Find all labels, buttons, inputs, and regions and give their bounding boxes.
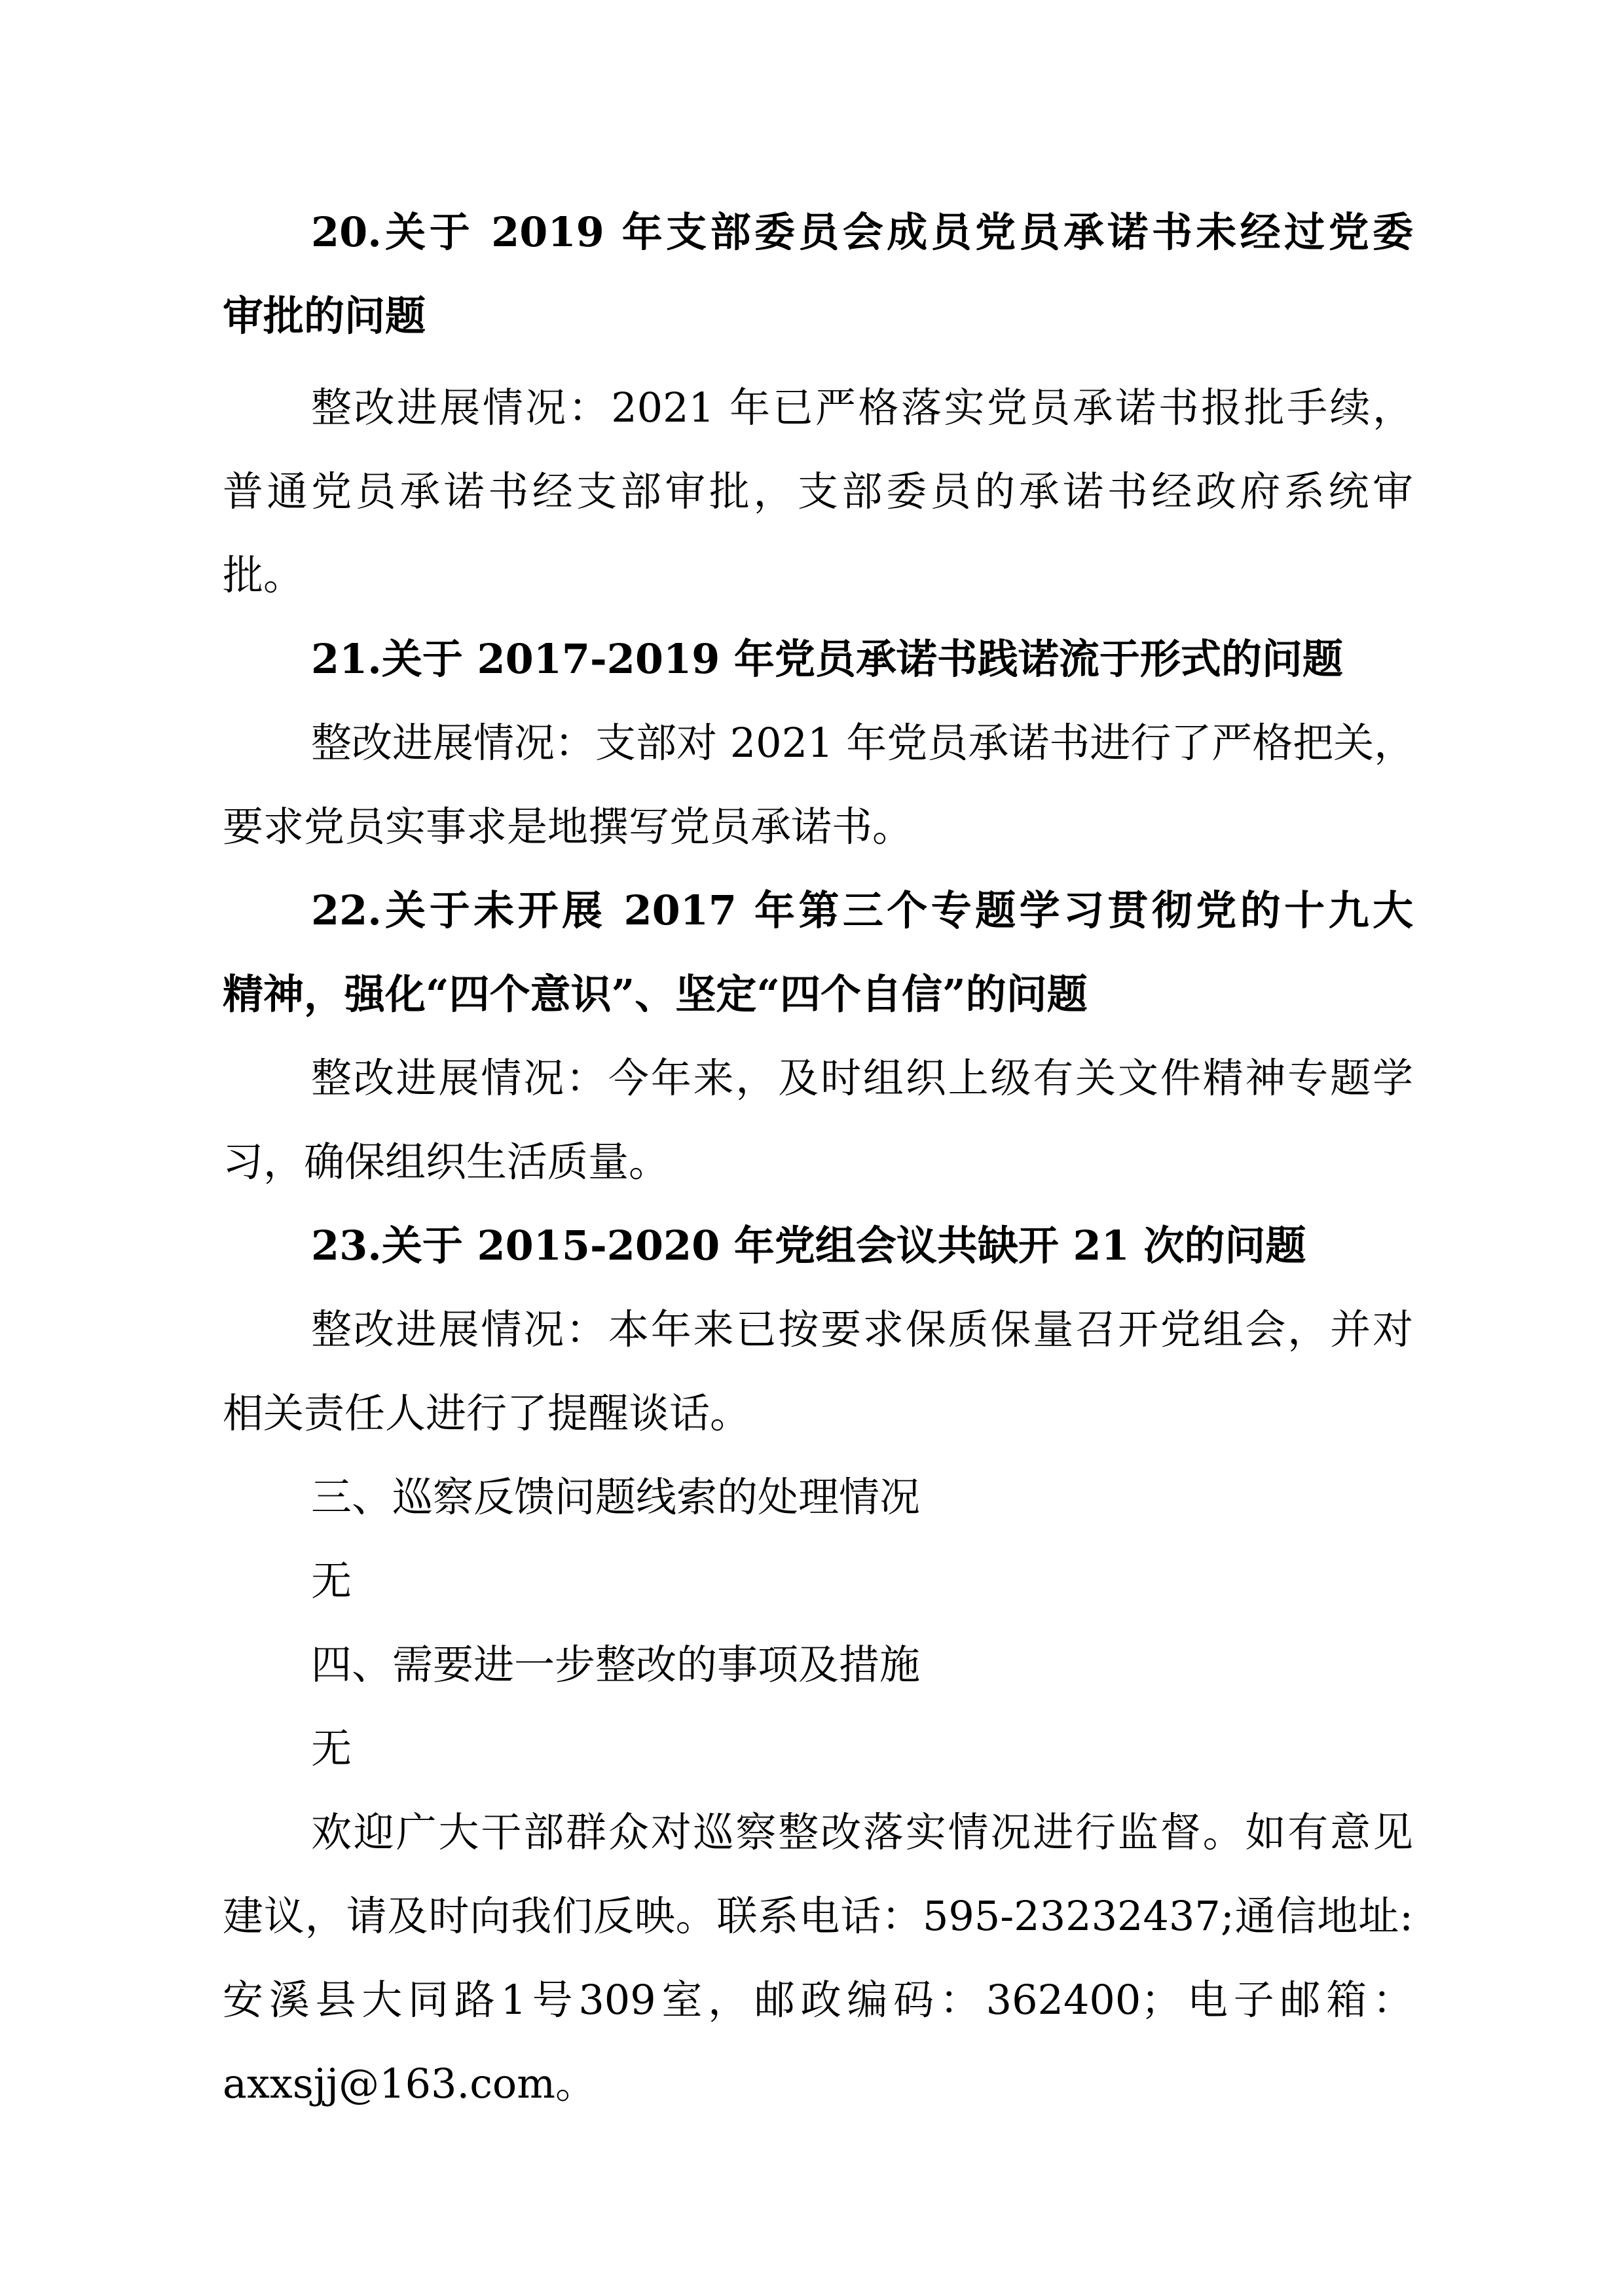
item-21-progress-line-2: 要求党员实事求是地撰写党员承诺书。 [223,803,913,850]
item-23-progress-line-2: 相关责任人进行了提醒谈话。 [223,1389,751,1437]
closing-line-1: 欢迎广大干部群众对巡察整改落实情况进行监督。如有意见 [311,1808,1413,1856]
item-21-title: 21.关于 2017-2019 年党员承诺书践诺流于形式的问题 [311,635,1343,683]
section-4-heading: 四、需要进一步整改的事项及措施 [311,1641,921,1688]
item-21-progress-line-1: 整改进展情况：支部对 2021 年党员承诺书进行了严格把关， [311,719,1415,767]
item-23-title: 23.关于 2015-2020 年党组会议共缺开 21 次的问题 [311,1222,1306,1269]
item-22-progress-line-1: 整改进展情况：今年来，及时组织上级有关文件精神专题学 [311,1054,1413,1102]
item-20-progress-line-2: 普通党员承诺书经支部审批，支部委员的承诺书经政府系统审 [223,467,1413,515]
closing-line-2: 建议，请及时向我们反映。联系电话：595-23232437;通信地址: [223,1892,1413,1940]
item-22-progress-line-2: 习，确保组织生活质量。 [223,1138,670,1186]
section-3-heading: 三、巡察反馈问题线索的处理情况 [311,1473,921,1521]
item-22-title-line-1: 22.关于未开展 2017 年第三个专题学习贯彻党的十九大 [311,886,1413,934]
item-22-title-line-2: 精神，强化“四个意识”、坚定“四个自信”的问题 [223,970,1088,1018]
section-4-body: 无 [311,1724,352,1772]
item-20-title-line-1: 20.关于 2019 年支部委员会成员党员承诺书未经过党委 [311,208,1413,256]
item-20-progress-line-3: 批。 [223,551,304,599]
section-3-body: 无 [311,1557,352,1605]
item-20-title-line-2: 审批的问题 [223,292,426,340]
item-20-progress-line-1: 整改进展情况：2021 年已严格落实党员承诺书报批手续， [311,384,1413,431]
closing-line-3: 安溪县大同路1号309室，邮政编码：362400；电子邮箱： [223,1976,1413,2024]
closing-line-4-email: axxsjj@163.com。 [223,2060,597,2107]
item-23-progress-line-1: 整改进展情况：本年来已按要求保质保量召开党组会，并对 [311,1305,1413,1353]
